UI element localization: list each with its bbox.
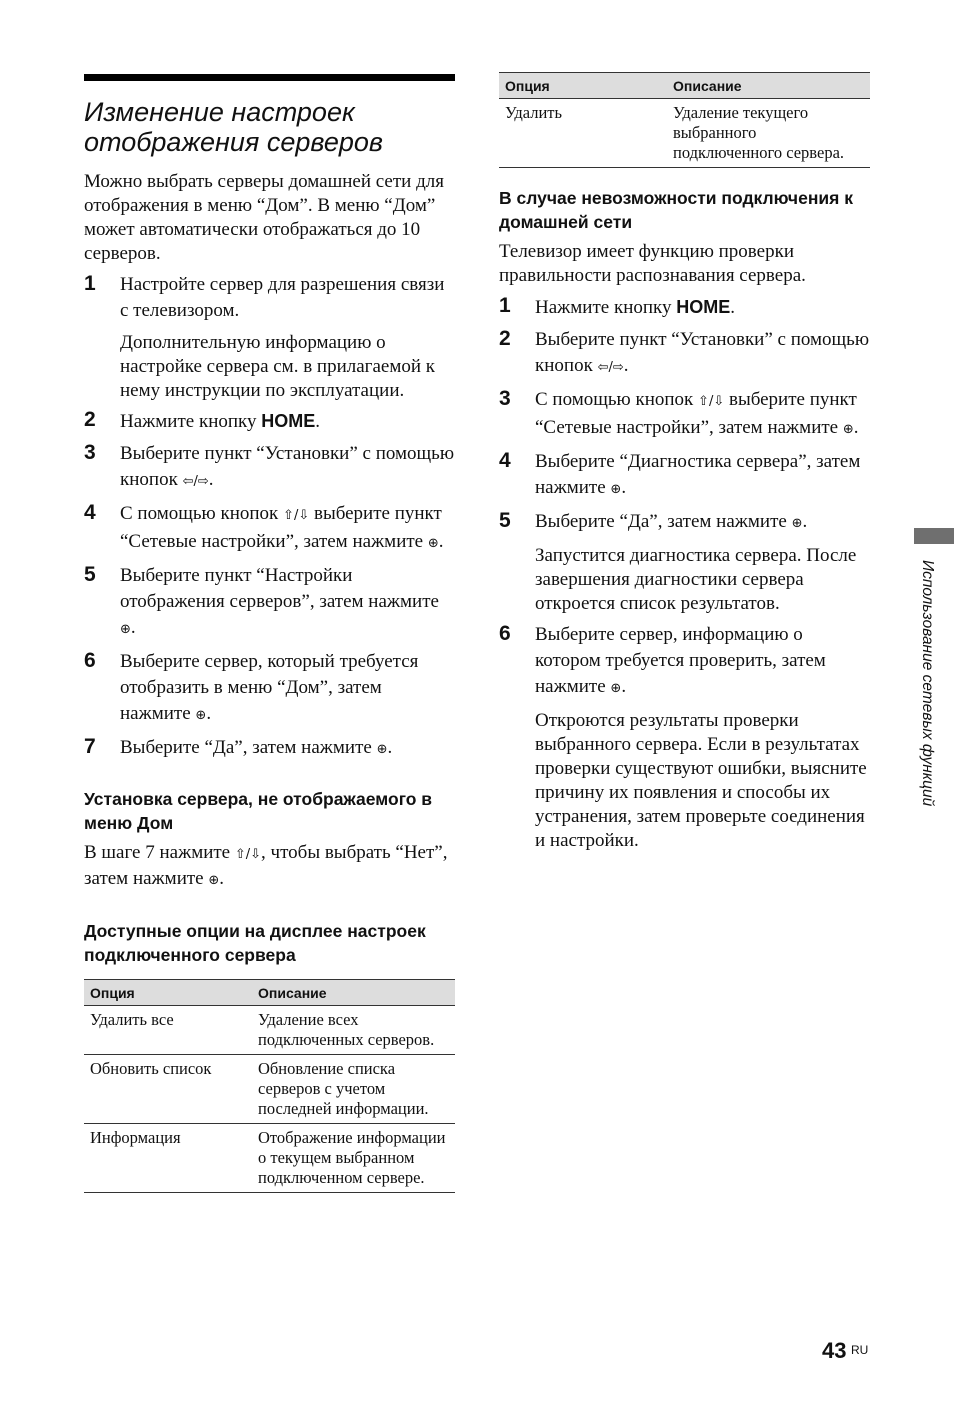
column-header-option: Опция [84, 980, 252, 1006]
step-3 [84, 441, 456, 495]
step-text-end: . [315, 411, 320, 432]
page-number: 43 [822, 1338, 847, 1363]
step-number: 2 [84, 408, 96, 431]
step-number: 5 [499, 509, 511, 532]
step-7 [84, 735, 456, 763]
step-text-end: . [621, 477, 627, 498]
column-header-description: Описание [667, 73, 870, 99]
step-4 [499, 449, 871, 503]
step-5 [499, 509, 871, 616]
home-key-label: HOME [261, 411, 316, 431]
step-6 [84, 649, 456, 729]
title-line-1: Изменение настроек [84, 97, 355, 127]
column-header-description: Описание [252, 980, 455, 1006]
step-text-end: . [130, 617, 136, 638]
column-header-option: Опция [499, 73, 667, 99]
hidden-server-paragraph [84, 841, 456, 893]
step-text: Выберите сервер, который требуется отобразить в меню “Дом”, затем нажмите [120, 651, 419, 724]
up-down-arrows-icon: ⇧/⇩ [698, 394, 725, 409]
step-text-mid: выберите пункт “Сетевые настройки”, затем нажмите [120, 503, 442, 552]
enter-button-icon: ⊕ [376, 742, 388, 757]
up-down-arrows-icon: ⇧/⇩ [234, 847, 262, 862]
enter-button-icon: ⊕ [195, 708, 207, 723]
steps-list [499, 294, 871, 853]
options-table [84, 979, 455, 1193]
step-number: 6 [84, 649, 96, 672]
diagnostic-intro: Телевизор имеет функцию проверки правильности распознавания сервера. [499, 241, 806, 286]
step-text: Настройте сервер для разрешения связи с телевизором. [120, 274, 445, 321]
enter-button-icon: ⊕ [791, 516, 803, 531]
step-1 [84, 272, 456, 403]
section-tab-marker [914, 528, 954, 544]
step-text-end: . [853, 417, 859, 438]
right-column [499, 72, 871, 853]
step-text: С помощью кнопок [120, 503, 284, 524]
home-key-label: HOME [676, 297, 731, 317]
table-header-row [84, 980, 455, 1006]
option-cell: Информация [84, 1124, 252, 1193]
step-text: Выберите пункт “Установки” с помощью кнопок [120, 443, 455, 490]
subheading-connection-problem: В случае невозможности подключения к домашней сети [499, 188, 853, 232]
step-text: С помощью кнопок [535, 389, 699, 410]
option-cell: Удалить все [84, 1006, 252, 1055]
step-number: 5 [84, 563, 96, 586]
step-number: 2 [499, 327, 511, 350]
step-2 [499, 327, 871, 381]
table-row [84, 1055, 455, 1124]
left-right-arrows-icon: ⇦/⇨ [597, 360, 624, 375]
step-number: 6 [499, 622, 511, 645]
step-number: 1 [499, 294, 511, 317]
step-number: 4 [499, 449, 511, 472]
step-number: 1 [84, 272, 96, 295]
step-text: Выберите сервер, информацию о котором требуется проверить, затем нажмите [535, 624, 826, 697]
subheading-options: Доступные опции на дисплее настроек подключенного сервера [84, 921, 426, 965]
title-line-2: отображения серверов [84, 127, 384, 157]
description-cell: Обновление списка серверов с учетом последней информации. [252, 1055, 455, 1124]
step-4 [84, 501, 456, 557]
para-text-end: . [219, 868, 225, 889]
step-text: Выберите “Да”, затем нажмите [535, 511, 792, 532]
enter-button-icon: ⊕ [842, 422, 854, 437]
up-down-arrows-icon: ⇧/⇩ [283, 508, 310, 523]
description-cell: Удаление текущего выбранного подключенного сервера. [667, 99, 870, 168]
step-number: 4 [84, 501, 96, 524]
step-note: Откроются результаты проверки выбранного сервера. Если в результатах проверки существуют ошибки, выясните причину их появления и способы их устранения, затем проверьте соединения и настройки. [535, 710, 867, 851]
table-row [84, 1124, 455, 1193]
step-text: Выберите пункт “Установки” с помощью кнопок [535, 329, 870, 376]
step-1 [499, 294, 871, 321]
step-2 [84, 408, 456, 435]
step-note: Запустится диагностика сервера. После завершения диагностики сервера откроется список результатов. [535, 545, 857, 614]
description-cell: Отображение информации о текущем выбранном подключенном сервере. [252, 1124, 455, 1193]
enter-button-icon: ⊕ [610, 482, 622, 497]
step-number: 3 [499, 387, 511, 410]
step-text: Выберите “Диагностика сервера”, затем нажмите [535, 451, 861, 498]
options-table-continued [499, 72, 870, 168]
enter-button-icon: ⊕ [427, 536, 439, 551]
step-text-end: . [730, 297, 735, 318]
title-rule [84, 74, 455, 81]
step-note: Дополнительную информацию о настройке сервера см. в прилагаемой к нему инструкции по эксплуатации. [120, 332, 436, 401]
table-row [499, 99, 870, 168]
enter-button-icon: ⊕ [120, 622, 131, 637]
table-header-row [499, 73, 870, 99]
step-3 [499, 387, 871, 443]
option-cell: Удалить [499, 99, 667, 168]
step-text-end: . [623, 355, 629, 376]
enter-button-icon: ⊕ [208, 873, 220, 888]
step-text-end: . [387, 737, 393, 758]
step-text: Выберите пункт “Настройки отображения серверов”, затем нажмите [120, 565, 439, 612]
step-text-mid: выберите пункт “Сетевые настройки”, затем нажмите [535, 389, 857, 438]
left-column [84, 74, 456, 1193]
step-text-end: . [802, 511, 808, 532]
step-text-end: . [438, 531, 444, 552]
para-text: В шаге 7 нажмите [84, 842, 235, 863]
left-right-arrows-icon: ⇦/⇨ [182, 474, 209, 489]
section-side-label-text: Использование сетевых функций [919, 560, 936, 807]
step-number: 7 [84, 735, 96, 758]
step-text: Нажмите кнопку [120, 411, 262, 432]
step-5 [84, 563, 456, 643]
step-text: Нажмите кнопку [535, 297, 677, 318]
step-text: Выберите “Да”, затем нажмите [120, 737, 377, 758]
option-cell: Обновить список [84, 1055, 252, 1124]
step-text-end: . [621, 676, 627, 697]
table-row [84, 1006, 455, 1055]
description-cell: Удаление всех подключенных серверов. [252, 1006, 455, 1055]
step-text-end: . [208, 469, 214, 490]
step-6 [499, 622, 871, 853]
enter-button-icon: ⊕ [610, 681, 622, 696]
subheading-hidden-server: Установка сервера, не отображаемого в меню Дом [84, 789, 433, 833]
page-title [84, 97, 456, 157]
step-number: 3 [84, 441, 96, 464]
page-language-code: RU [851, 1343, 869, 1357]
para-text-mid: , чтобы выбрать “Нет”, затем нажмите [84, 842, 448, 889]
intro-paragraph: Можно выбрать серверы домашней сети для отображения в меню “Дом”. В меню “Дом” может автоматически отображаться до 10 серверов. [84, 171, 444, 264]
section-side-label [904, 560, 944, 870]
steps-list [84, 272, 456, 763]
step-text-end: . [206, 703, 212, 724]
